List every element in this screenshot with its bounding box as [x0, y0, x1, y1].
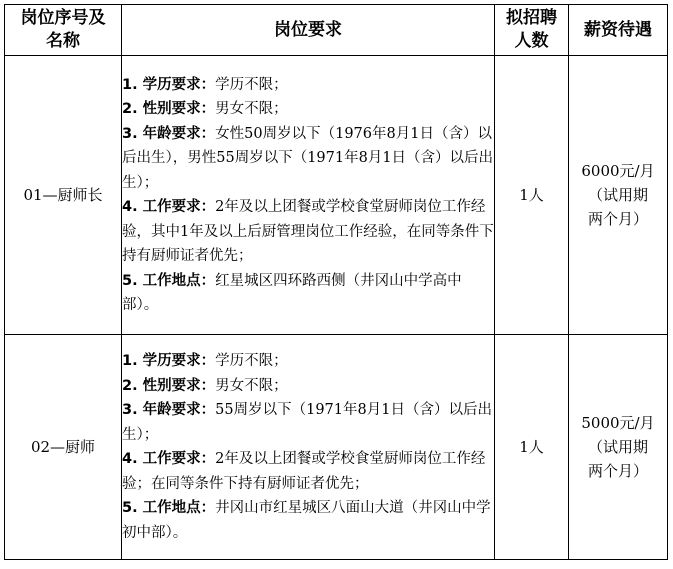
requirement-text: 55周岁以下（1971年8月1日（含）以后出生）；: [122, 402, 492, 443]
requirement-text: 男女不限；: [215, 377, 288, 394]
header-count: [495, 5, 569, 56]
requirement-key: 1. 学历要求：: [122, 353, 216, 369]
requirement-key: 4. 工作要求：: [122, 199, 216, 215]
salary-cell: [569, 56, 668, 335]
requirement-text: 井冈山市红星城区八面山大道（井冈山中学初中部）。: [122, 500, 491, 541]
header-requirements: 岗位要求: [122, 5, 495, 56]
header-count-line2: 人数: [514, 31, 549, 51]
header-salary: 薪资待遇: [569, 5, 668, 56]
requirement-text: 女性50周岁以下（1976年8月1日（含）以后出生），男性55周岁以下（1971年8月1日（含）以后出生）；: [122, 125, 494, 191]
salary-amount: 6000元/月: [581, 162, 655, 180]
requirement-text: 学历不限；: [215, 353, 288, 369]
header-count-line1: 拟招聘: [506, 8, 557, 28]
requirement-item: [122, 398, 494, 447]
requirements-cell: [122, 335, 495, 560]
table-row: [5, 56, 668, 335]
requirement-text: 学历不限；: [215, 76, 288, 93]
requirement-item: [122, 195, 494, 269]
salary-note-line1: （试用期: [587, 186, 648, 204]
requirement-item: [122, 73, 494, 98]
table-row: [5, 335, 668, 560]
hire-count: 1人: [495, 56, 569, 335]
requirement-key: 3. 年龄要求：: [122, 402, 216, 418]
salary-amount: 5000元/月: [581, 414, 655, 432]
salary-note-line2: 两个月）: [587, 210, 648, 228]
position-name: 02—厨师: [5, 335, 122, 560]
salary-cell: [569, 335, 668, 560]
hire-count: 1人: [495, 335, 569, 560]
salary-note-line2: 两个月）: [587, 462, 648, 480]
job-table: [4, 4, 668, 560]
header-row: [5, 5, 668, 56]
requirement-key: 4. 工作要求：: [122, 451, 216, 467]
requirement-text: 2年及以上团餐或学校食堂厨师岗位工作经验，其中1年及以上后厨管理岗位工作经验，在同等条件下持有厨师证者优先；: [122, 199, 494, 264]
requirements-cell: [122, 56, 495, 335]
header-position-line2: 名称: [46, 31, 80, 51]
requirement-text: 2年及以上团餐或学校食堂厨师岗位工作经验；在同等条件下持有厨师证者优先；: [122, 451, 486, 492]
requirement-item: [122, 374, 494, 399]
requirement-item: [122, 269, 494, 318]
requirement-key: 2. 性别要求：: [122, 101, 216, 117]
requirement-item: [122, 349, 494, 374]
header-position-line1: 岗位序号及: [20, 8, 106, 28]
requirement-text: 红星城区四环路西侧（井冈山中学高中部）。: [122, 272, 462, 313]
requirement-item: [122, 496, 494, 545]
requirement-key: 5. 工作地点：: [122, 272, 216, 289]
requirement-key: 3. 年龄要求：: [122, 125, 216, 142]
requirement-key: 5. 工作地点：: [122, 500, 216, 516]
requirement-item: [122, 122, 494, 196]
requirement-key: 1. 学历要求：: [122, 76, 216, 93]
position-name: 01—厨师长: [5, 56, 122, 335]
requirement-key: 2. 性别要求：: [122, 377, 216, 394]
requirement-text: 男女不限；: [215, 101, 288, 117]
header-position: [5, 5, 122, 56]
requirement-item: [122, 447, 494, 496]
requirement-item: [122, 97, 494, 122]
salary-note-line1: （试用期: [587, 438, 648, 456]
